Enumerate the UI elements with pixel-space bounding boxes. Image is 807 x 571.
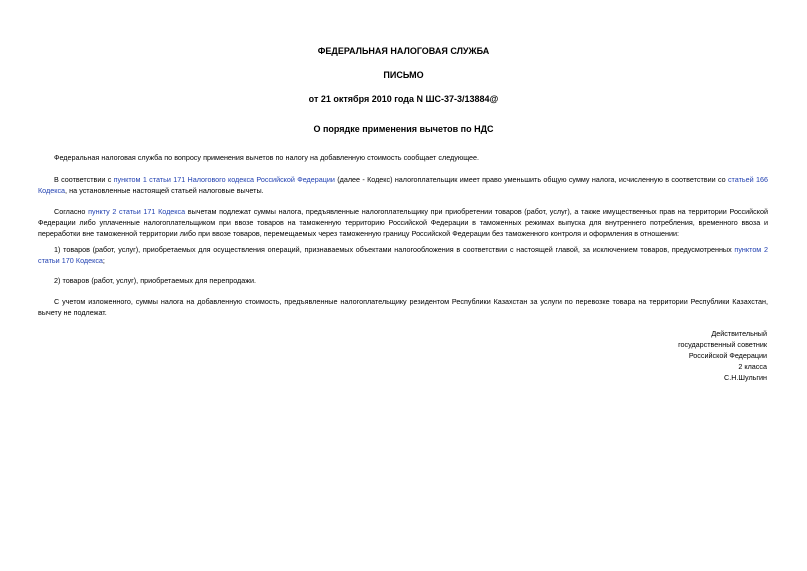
link-article-170-point-2[interactable]: пунктом 2 статьи 170 Кодекса (38, 245, 768, 265)
paragraph-text: вычетам подлежат суммы налога, предъявленные налогоплательщику при приобретении товаров (работ, услуг), а также имущественных прав на территории Российской Федерации либо уплаченные налогоплательщиком при ввозе товаров на таможенную территорию Российской Федерации в таможенных режимах выпуска для внутреннего потребления, временного ввоза и переработки вне таможенной территории либо при ввозе товаров, перемещаемых через таможенную границу Российской Федерации без таможенного контроля и оформления в отношении: (38, 207, 768, 238)
paragraph-deductible-amounts (38, 206, 768, 239)
paragraph-intro: Федеральная налоговая служба по вопросу применения вычетов по налогу на добавленную стоимость сообщает следующее. (54, 153, 480, 162)
link-article-171-point-1[interactable]: пунктом 1 статьи 171 Налогового кодекса Российской Федерации (113, 175, 335, 184)
document-subject: О порядке применения вычетов по НДС (313, 124, 494, 134)
paragraph-text: В соответствии с (54, 175, 114, 184)
paragraph-deduction-right (38, 174, 768, 196)
signature-title-line-1: Действительный (711, 329, 767, 338)
paragraph-text: , на установленные настоящей статьей налоговые вычеты. (65, 186, 264, 195)
document-type: ПИСЬМО (383, 70, 424, 80)
signatory-name: С.Н.Шульгин (724, 373, 767, 382)
document-date-number: от 21 октября 2010 года N ШС-37-3/13884@ (308, 94, 499, 104)
paragraph-item-1 (38, 244, 768, 266)
signature-block (567, 328, 767, 383)
link-article-166[interactable]: статьей 166 Кодекса (38, 175, 768, 195)
signature-title-line-2: государственный советник (678, 340, 767, 349)
agency-title: ФЕДЕРАЛЬНАЯ НАЛОГОВАЯ СЛУЖБА (317, 46, 490, 56)
paragraph-text: 1) товаров (работ, услуг), приобретаемых для осуществления операций, признаваемых объектами налогообложения в соответствии с настоящей главой, за исключением товаров, предусмотренных (54, 245, 735, 254)
paragraph-text: ; (102, 256, 105, 265)
signature-title-line-3: Российской Федерации (688, 351, 767, 360)
paragraph-text: (далее - Кодекс) налогоплательщик имеет право уменьшить общую сумму налога, исчисленную в соответствии со (334, 175, 728, 184)
signature-title-line-4: 2 класса (738, 362, 767, 371)
paragraph-conclusion: С учетом изложенного, суммы налога на добавленную стоимость, предъявленные налогоплательщику резидентом Республики Казахстан за услуги по перевозке товара на территории Республики Казахстан, вычету не подлежат. (38, 297, 768, 317)
paragraph-item-2: 2) товаров (работ, услуг), приобретаемых для перепродажи. (54, 276, 257, 285)
link-article-171-point-2[interactable]: пункту 2 статьи 171 Кодекса (88, 207, 186, 216)
paragraph-text: Согласно (54, 207, 89, 216)
